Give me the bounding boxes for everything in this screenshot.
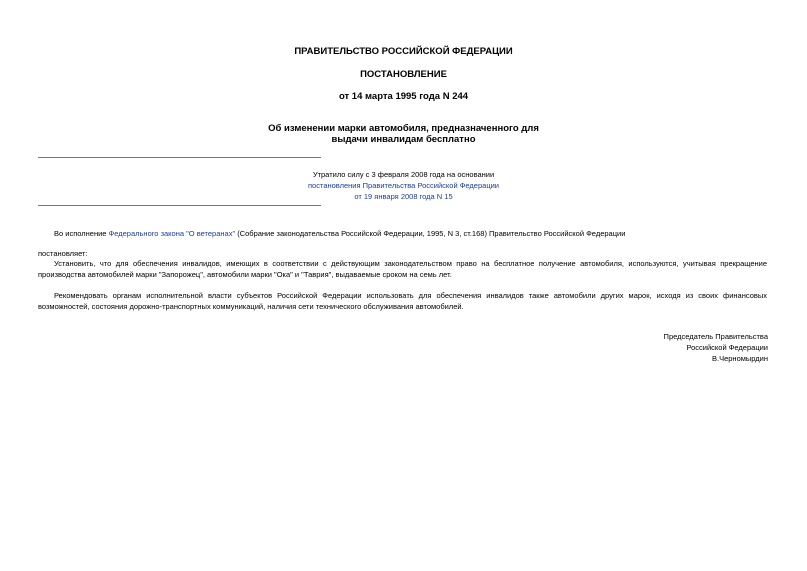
preamble-prefix: Во исполнение [54,229,109,238]
document-title [0,123,807,145]
clause-2-paragraph: Рекомендовать органам исполнительной власти субъектов Российской Федерации использовать для обеспечения инвалидов также автомобили других марок, исходя из своих финансовых возможностей, состояния дорожно-транспортных коммуникаций, наличия сети технического обслуживания автомобилей. [38,291,767,311]
clause-1-paragraph: Установить, что для обеспечения инвалидов, имеющих в соответствии с действующим законодательством право на бесплатное получение автомобиля, используются, учитывая прекращение производства автомобилей марки "Запорожец", автомобили марки "Ока" и "Таврия", выдаваемые сроком на семь лет. [38,259,767,279]
date-number-heading: от 14 марта 1995 года N 244 [338,91,469,102]
lapsed-note-text: Утратило силу с 3 февраля 2008 года на основании [312,170,495,179]
lapsed-note-line-3 [0,191,807,202]
repealing-decree-link[interactable]: постановления Правительства Российской Федерации [307,181,499,190]
document-type-heading: ПОСТАНОВЛЕНИЕ [360,69,447,80]
lapsed-note-line-2 [0,180,807,191]
divider-bottom [38,205,321,206]
veterans-law-link[interactable]: Федерального закона "О ветеранах" [108,229,236,238]
resolves-word: постановляет: [38,249,88,258]
signatory-position-line-2: Российской Федерации [686,343,768,352]
signatory-position-line-1: Председатель Правительства [663,332,768,341]
divider-top [38,157,321,158]
issuer-heading: ПРАВИТЕЛЬСТВО РОССИЙСКОЙ ФЕДЕРАЦИИ [294,46,513,57]
preamble-paragraph [38,229,767,240]
repealing-decree-date-link[interactable]: от 19 января 2008 года N 15 [354,192,453,201]
preamble-suffix: (Собрание законодательства Российской Федерации, 1995, N 3, ст.168) Правительство Российской Федерации [235,229,626,238]
title-line-2: выдачи инвалидам бесплатно [331,134,476,145]
signatory-name: В.Черномырдин [712,354,768,363]
title-line-1: Об изменении марки автомобиля, предназначенного для [268,123,539,134]
